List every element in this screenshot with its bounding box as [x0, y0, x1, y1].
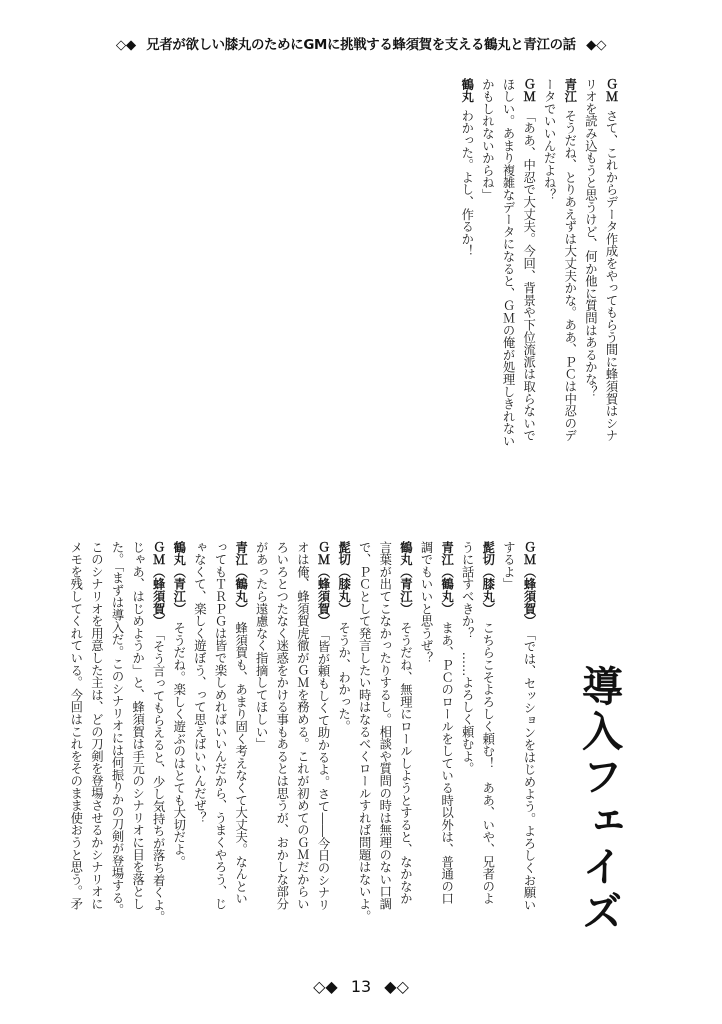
dialogue-text: 「では、セッションをはじめよう。よろしくお願い: [522, 634, 536, 911]
text-column: [499, 78, 517, 530]
speaker-label: ＧＭ: [604, 78, 618, 103]
dialogue-text: 調でもいいと思うぜ？: [419, 541, 433, 664]
text-column: [520, 541, 538, 966]
text-column: [252, 541, 270, 966]
text-column: [458, 78, 476, 530]
text-column: [458, 541, 476, 966]
chapter-title: 導入フェイズ: [575, 665, 623, 935]
text-column: [87, 541, 105, 966]
dialogue-text: じゃあ、はじめようか」と、蜂須賀は手元のシナリオに目を落とし: [130, 541, 145, 910]
dialogue-text: 「ああ、中忍で大丈夫。今回、背景や下位流派は取らないで: [521, 109, 536, 442]
speaker-label: 髭切（膝丸）: [480, 541, 495, 615]
speaker-label: 鶴丸（青江）: [398, 541, 413, 615]
text-column: [478, 78, 496, 530]
text-column: [108, 541, 126, 966]
speaker-label: ＧＭ（蜂須賀）: [316, 541, 330, 628]
dialogue-text: さて、これからデータ作成をやってもらう間に蜂須賀はシナ: [604, 109, 618, 442]
header-ornament-right: ◆◇: [586, 38, 607, 53]
text-column: [314, 541, 332, 966]
dialogue-text: 言葉が出てこなかったりするし。相談や質問の時は無理のない口調: [377, 541, 392, 910]
text-column: [540, 78, 558, 530]
text-column: [520, 78, 538, 530]
dialogue-text: うに話すべきか？ ……よろしく頼むよ。: [460, 541, 475, 775]
dialogue-text: そうだね。楽しく遊ぶのはとても大切だよ。: [171, 621, 186, 868]
speaker-label: 青江（鶴丸）: [439, 541, 454, 615]
dialogue-text: こちらこそよろしく頼む！ ああ、いや、兄者のよ: [480, 621, 495, 905]
footer-ornament-left: ◇◆: [313, 977, 338, 996]
speaker-label: ＧＭ: [521, 78, 536, 103]
speaker-label: 青江: [562, 78, 577, 103]
text-column: [211, 541, 229, 966]
speaker-label: 青江（鶴丸）: [233, 541, 248, 615]
text-column: [273, 541, 291, 966]
speaker-label: 髭切（膝丸）: [336, 541, 351, 615]
dialogue-text: ゃなくて、楽しく遊ぼう、って思えばいいんだぜ？: [192, 541, 207, 824]
speaker-label: ＧＭ（蜂須賀）: [151, 541, 166, 628]
text-column: [149, 541, 167, 966]
dialogue-text: た。「まずは導入だ。このシナリオには何振りかの刀剣が登場する。: [110, 541, 124, 917]
dialogue-text: かもしれないからね」: [480, 78, 495, 201]
dialogue-text: そうか、わかった。: [336, 621, 351, 733]
footer-ornament-right: ◆◇: [384, 977, 409, 996]
header-title: 兄者が欲しい膝丸のためにGMに挑戦する蜂須賀を支える鶴丸と青江の話: [146, 38, 576, 53]
dialogue-text: 「そう言ってもらえると、少し気持ちが落ち着くよ。: [151, 634, 166, 924]
dialogue-text: オは俺、蜂須賀虎徹がＧＭを務める。これが初めてのＧＭだからい: [295, 541, 310, 910]
dialogue-text: そうだね、無理にロールしようとすると、なかなか: [398, 621, 413, 905]
dialogue-text: 「皆が頼もしくて助かるよ。さて――今日のシナリ: [316, 634, 330, 911]
speaker-label: 鶴丸（青江）: [171, 541, 186, 615]
text-column: [376, 541, 394, 966]
text-column: [561, 78, 579, 530]
page-footer: [0, 977, 722, 996]
text-column: [417, 541, 435, 966]
dialogue-text: するよ」: [501, 541, 516, 591]
header-ornament-left: ◇◆: [115, 38, 136, 53]
text-column: [293, 541, 311, 966]
dialogue-text: メモを残してくれている。今回はこれをそのまま使おうと思う。矛: [68, 541, 83, 910]
dialogue-text: で、ＰＣとして発言したい時はなるべくロールすれば問題はないよ。: [357, 541, 372, 923]
dialogue-text: 蜂須賀も、あまり固く考えなくて大丈夫。なんとい: [233, 621, 248, 905]
text-column: [479, 541, 497, 966]
page-number: 13: [350, 977, 372, 996]
dialogue-text: そうだね、とりあえずは大丈夫かな。ああ、ＰＣは中忍のデ: [562, 109, 577, 442]
dialogue-text: ってもＴＲＰＧは皆で楽しめればいいんだから、うまくやろう、じ: [213, 541, 227, 910]
speaker-label: 鶴丸: [459, 78, 474, 103]
text-column: [190, 541, 208, 966]
dialogue-text: このシナリオを用意した主は、どの刀剣を登場させるかシナリオに: [89, 541, 104, 910]
text-column: [355, 541, 373, 966]
speaker-label: ＧＭ（蜂須賀）: [522, 541, 536, 628]
text-column: [396, 541, 414, 966]
text-column: [581, 78, 599, 530]
text-column: [170, 541, 188, 966]
text-column: [129, 541, 147, 966]
dialogue-text: まあ、ＰＣのロールをしている時以外は、普通の口: [439, 621, 454, 905]
text-column: [499, 541, 517, 966]
dialogue-text: わかった。よし、作るか！: [459, 109, 474, 258]
text-column: [438, 541, 456, 966]
dialogue-text: ータでいいんだよね？: [542, 78, 557, 201]
dialogue-text: があったら遠慮なく指摘してほしい」: [254, 541, 269, 751]
text-column: [67, 541, 85, 966]
running-header: [0, 34, 722, 53]
text-column: [232, 541, 250, 966]
text-column: [602, 78, 620, 530]
dialogue-text: ろいろとつたなく迷惑をかける事もあるとは思うが、おかしな部分: [274, 541, 289, 910]
dialogue-text: ほしい。あまり複雑なデータになると、ＧＭの俺が処理しきれない: [501, 78, 515, 447]
dialogue-text: リオを読み込もうと思うけど、何か他に質問はあるかな？: [583, 78, 598, 398]
text-column: [335, 541, 353, 966]
